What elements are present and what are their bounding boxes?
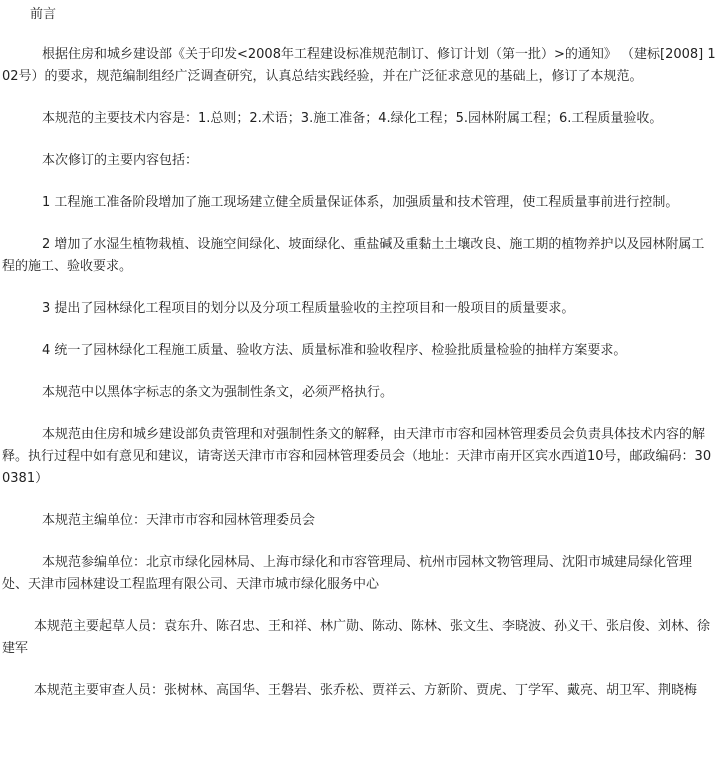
paragraph-revision-item-4: 4 统一了园林绿化工程施工质量、验收方法、质量标准和验收程序、检验批质量检验的抽样方案要求。 bbox=[42, 343, 627, 358]
paragraph-revision-item-3: 3 提出了园林绿化工程项目的划分以及分项工程质量验收的主控项目和一般项目的质量要求。 bbox=[42, 301, 575, 316]
paragraph-drafters: 本规范主要起草人员：袁东升、陈召忠、王和祥、林广勋、陈动、陈林、张文生、李晓波、孙义干、张启俊、刘林、徐建军 bbox=[2, 619, 711, 656]
document-body bbox=[0, 4, 718, 702]
paragraph-basis: 根据住房和城乡建设部《关于印发<2008年工程建设标准规范制订、修订计划（第一批）>的通知》 （建标[2008] 102号）的要求，规范编制组经广泛调查研究，认真总结实践经验，并在广泛征求意见的基础上，修订了本规范。 bbox=[2, 47, 716, 84]
paragraph-revision-item-1: 1 工程施工准备阶段增加了施工现场建立健全质量保证体系，加强质量和技术管理，使工程质量事前进行控制。 bbox=[42, 195, 679, 210]
section-heading: 前言 bbox=[30, 7, 57, 22]
paragraph-participants: 本规范参编单位：北京市绿化园林局、上海市绿化和市容管理局、杭州市园林文物管理局、沈阳市城建局绿化管理处、天津市园林建设工程监理有限公司、天津市城市绿化服务中心 bbox=[2, 555, 693, 592]
paragraph-revision-intro: 本次修订的主要内容包括： bbox=[42, 153, 199, 168]
paragraph-chief-editor: 本规范主编单位：天津市市容和园林管理委员会 bbox=[42, 513, 316, 528]
paragraph-mandatory: 本规范中以黑体字标志的条文为强制性条文，必须严格执行。 bbox=[42, 385, 394, 400]
paragraph-main-content: 本规范的主要技术内容是：1.总则；2.术语；3.施工准备；4.绿化工程；5.园林附属工程；6.工程质量验收。 bbox=[42, 111, 663, 126]
paragraph-management: 本规范由住房和城乡建设部负责管理和对强制性条文的解释，由天津市市容和园林管理委员会负责具体技术内容的解释。执行过程中如有意见和建议，请寄送天津市市容和园林管理委员会（地址：天津市南开区宾水西道10号，邮政编码：300381） bbox=[2, 427, 712, 486]
paragraph-reviewers: 本规范主要审查人员：张树林、高国华、王磐岩、张乔松、贾祥云、方新阶、贾虎、丁学军、戴亮、胡卫军、荆晓梅 bbox=[34, 683, 698, 698]
paragraph-revision-item-2: 2 增加了水湿生植物栽植、设施空间绿化、坡面绿化、重盐碱及重黏土土壤改良、施工期的植物养护以及园林附属工程的施工、验收要求。 bbox=[2, 237, 705, 274]
